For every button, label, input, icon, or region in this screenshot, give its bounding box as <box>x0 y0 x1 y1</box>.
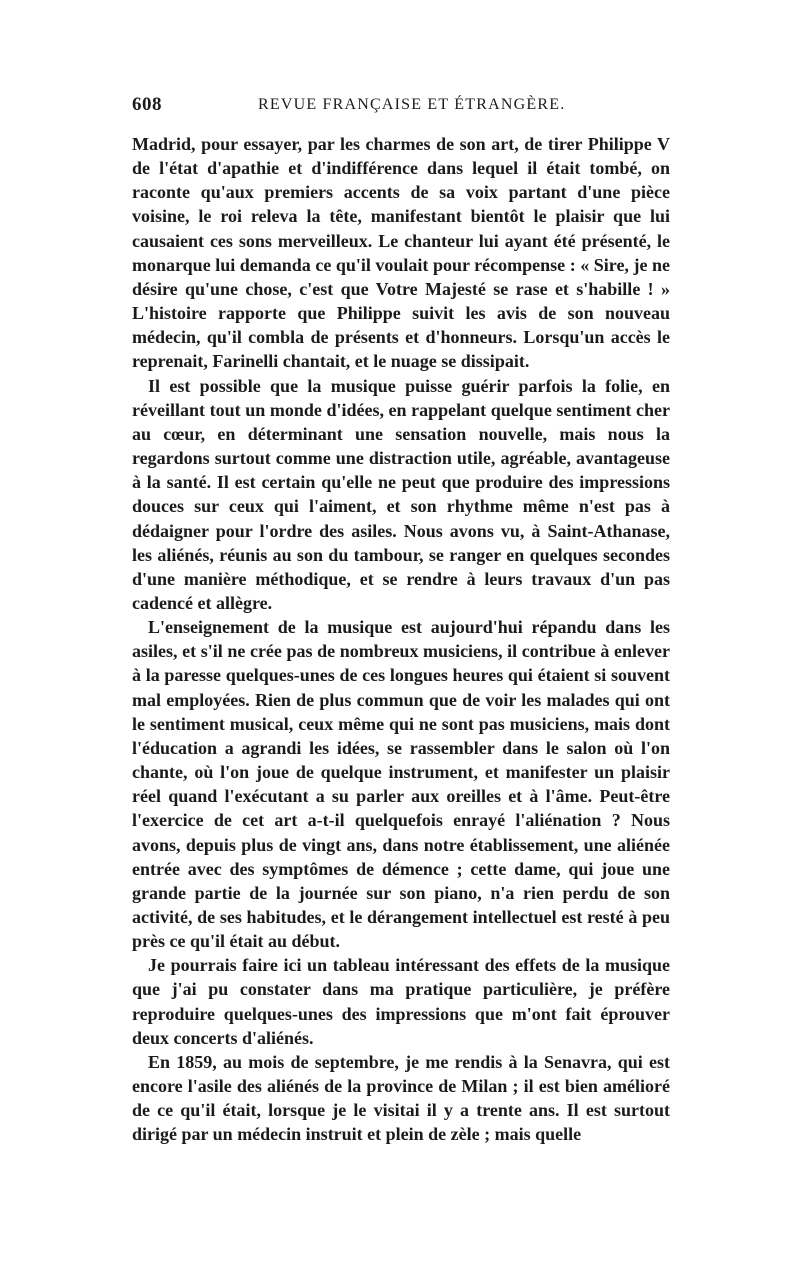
journal-title: REVUE FRANÇAISE ET ÉTRANGÈRE. <box>258 96 566 113</box>
running-head <box>132 94 670 122</box>
book-page <box>132 94 670 1147</box>
paragraph-music-folly: Il est possible que la musique puisse guérir parfois la folie, en réveillant tout un monde d'idées, en rappelant quelque sentiment cher au cœur, en déterminant une sensation nouvelle, mais nous la regardons surtout comme une distraction utile, agréable, avantageuse à la santé. Il est certain qu'elle ne peut que produire des impressions douces sur ceux qui l'aiment, et son rhythme même n'est pas à dédaigner pour l'ordre des asiles. Nous avons vu, à Saint-Athanase, les aliénés, réunis au son du tambour, se ranger en quelques secondes d'une manière méthodique, et se rendre à leurs travaux d'un pas cadencé et allègre. <box>132 375 670 613</box>
page-number: 608 <box>132 94 162 115</box>
paragraph-music-teaching: L'enseignement de la musique est aujourd'hui répandu dans les asiles, et s'il ne crée pas de nombreux musiciens, il contribue à enlever à la paresse quelques-unes de ces longues heures qui étaient si souvent mal employées. Rien de plus commun que de voir les malades qui ont le sentiment musical, ceux même qui ne sont pas musiciens, mais dont l'éducation a agrandi les idées, se rassembler dans le salon où l'on chante, où l'on joue de quelque instrument, et manifester un plaisir réel quand l'exécutant a su parler aux oreilles et à l'âme. Peut-être l'exercice de cet art a-t-il quelquefois enrayé l'aliénation ? Nous avons, depuis plus de vingt ans, dans notre établissement, une aliénée entrée avec des symptômes de démence ; cette dame, qui joue une grande partie de la journée sur son piano, n'a rien perdu de son activité, de ses habitudes, et le dérangement intellectuel est resté à peu près ce qu'il était au début. <box>132 617 670 952</box>
paragraph-concerts-intro: Je pourrais faire ici un tableau intéressant des effets de la musique que j'ai pu constater dans ma pratique particulière, je préfère reproduire quelques-unes des impressions que m'ont fait éprouver deux concerts d'aliénés. <box>132 955 670 1048</box>
paragraph-continuation: Madrid, pour essayer, par les charmes de son art, de tirer Philippe V de l'état d'apathie et d'indifférence dans lequel il était tombé, on raconte qu'aux premiers accents de sa voix partant d'une pièce voisine, le roi releva la tête, manifestant bientôt le plaisir que lui causaient ces sons merveilleux. Le chanteur lui ayant été présenté, le monarque lui demanda ce qu'il voulait pour récompense : « Sire, je ne désire qu'une chose, c'est que Votre Majesté se rase et s'habille ! » L'histoire rapporte que Philippe suivit les avis de son nouveau médecin, qu'il combla de présents et d'honneurs. Lorsqu'un accès le reprenait, Farinelli chantait, et le nuage se dissipait. <box>132 134 670 372</box>
body-text <box>132 132 670 1147</box>
paragraph-senavra: En 1859, au mois de septembre, je me rendis à la Senavra, qui est encore l'asile des aliénés de la province de Milan ; il est bien amélioré de ce qu'il était, lorsque je le visitai il y a trente ans. Il est surtout dirigé par un médecin instruit et plein de zèle ; mais quelle <box>132 1051 670 1145</box>
